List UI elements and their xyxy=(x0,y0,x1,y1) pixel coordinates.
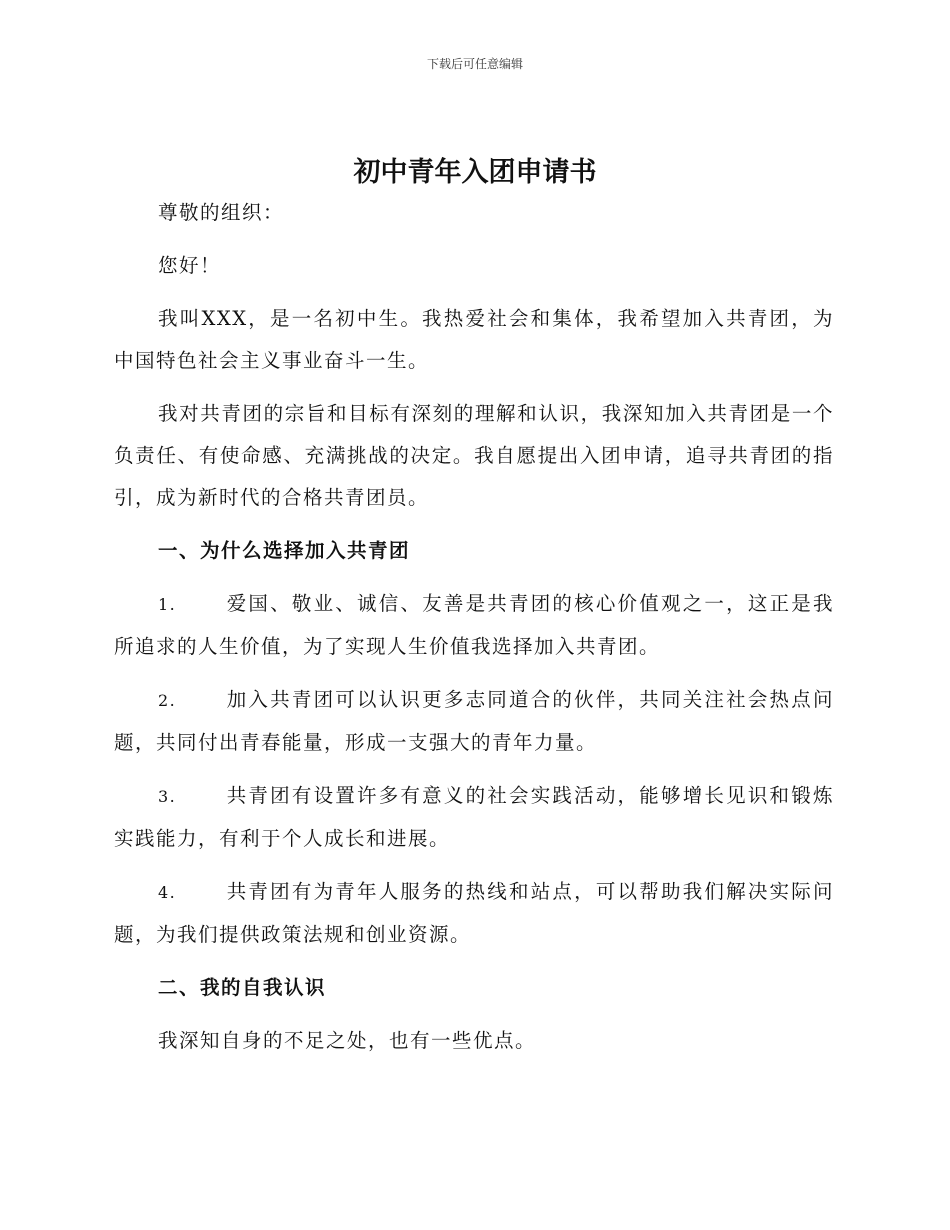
list-item-text: 共青团有为青年人服务的热线和站点，可以帮助我们解决实际问题，为我们提供政策法规和创业资源。 xyxy=(114,880,834,946)
intro-paragraph-1: 我叫XXX，是一名初中生。我热爱社会和集体，我希望加入共青团，为中国特色社会主义事业奋斗一生。 xyxy=(114,307,834,372)
salutation: 尊敬的组织： xyxy=(158,201,285,224)
document-title: 初中青年入团申请书 xyxy=(353,157,597,188)
header-note: 下载后可任意编辑 xyxy=(426,57,523,71)
section-2-heading: 二、我的自我认识 xyxy=(158,976,327,999)
list-item xyxy=(114,775,834,860)
list-item xyxy=(114,871,834,956)
list-item-number: 3. xyxy=(158,787,177,806)
list-item-text: 爱国、敬业、诚信、友善是共青团的核心价值观之一，这正是我所追求的人生价值，为了实现人生价值我选择加入共青团。 xyxy=(114,592,834,658)
list-item-text: 加入共青团可以认识更多志同道合的伙伴，共同关注社会热点问题，共同付出青春能量，形成一支强大的青年力量。 xyxy=(114,688,834,754)
list-item-number: 1. xyxy=(158,595,177,614)
list-item xyxy=(114,679,834,764)
greeting: 您好！ xyxy=(158,254,222,277)
intro-paragraph-2: 我对共青团的宗旨和目标有深刻的理解和认识，我深知加入共青团是一个负责任、有使命感、充满挑战的决定。我自愿提出入团申请，追寻共青团的指引，成为新时代的合格共青团员。 xyxy=(114,402,834,509)
list-item-number: 2. xyxy=(158,691,177,710)
document-body xyxy=(114,192,834,1073)
section-2-paragraph: 我深知自身的不足之处，也有一些优点。 xyxy=(158,1029,537,1052)
list-item xyxy=(114,583,834,668)
list-item-number: 4. xyxy=(158,883,177,902)
list-item-text: 共青团有设置许多有意义的社会实践活动，能够增长见识和锻炼实践能力，有利于个人成长和进展。 xyxy=(114,784,834,850)
section-1-heading: 一、为什么选择加入共青团 xyxy=(158,539,411,562)
